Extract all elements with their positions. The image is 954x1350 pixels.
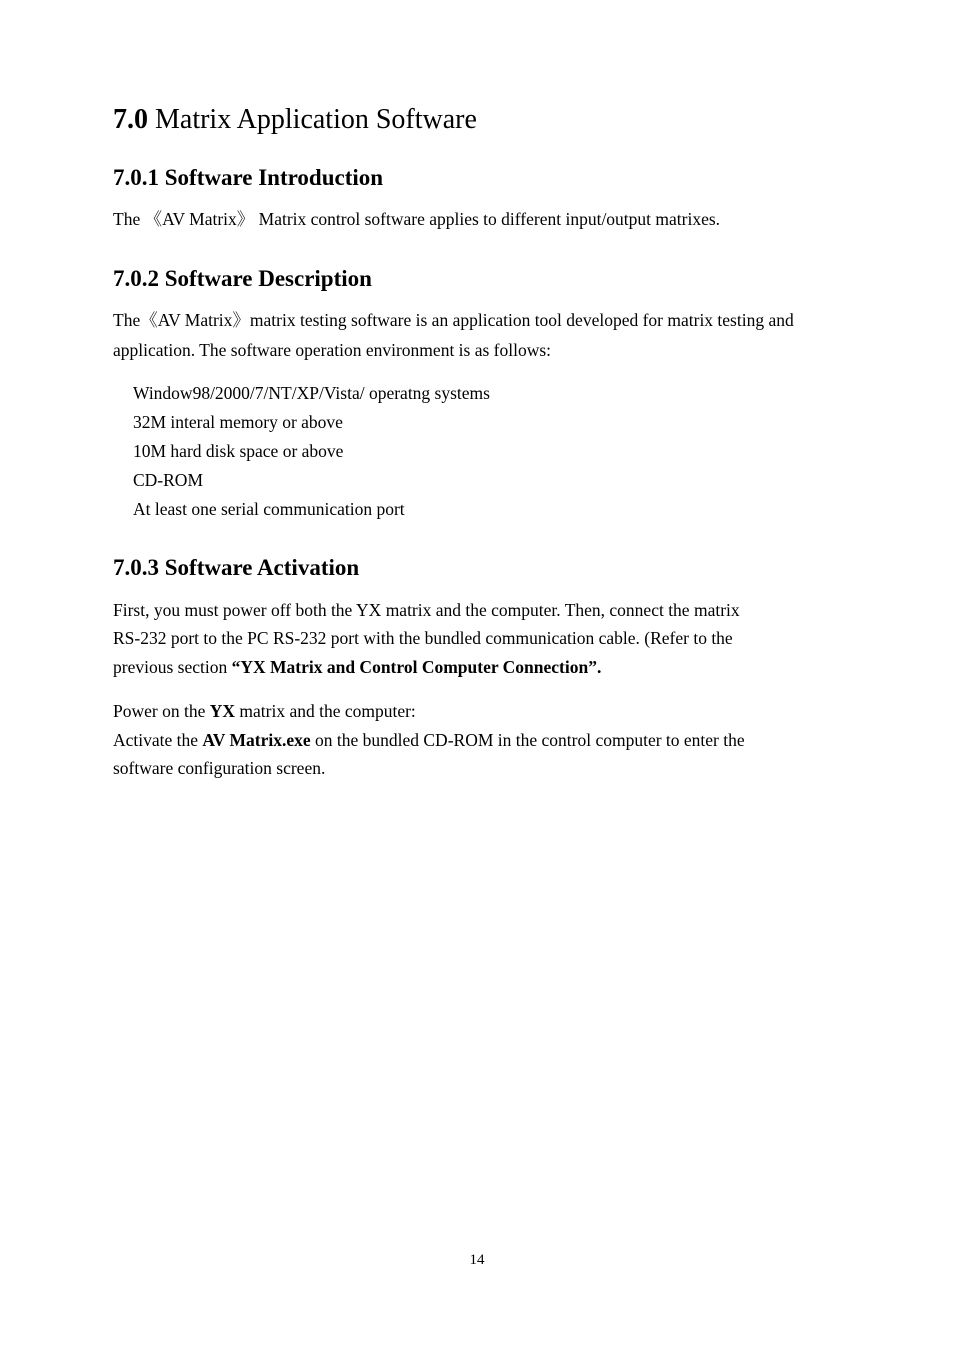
requirements-list [133, 379, 490, 524]
section-heading-intro: 7.0.1 Software Introduction [113, 165, 384, 190]
requirement-item: Window98/2000/7/NT/XP/Vista/ operatng systems [133, 383, 490, 403]
requirement-item: 32M interal memory or above [133, 412, 343, 432]
power-on-line [113, 697, 416, 726]
chapter-number: 7.0 [113, 104, 148, 135]
power-on-suffix: matrix and the computer: [235, 701, 416, 721]
activation-line-3-prefix: previous section [113, 657, 232, 677]
activation-line-2: RS-232 port to the PC RS-232 port with the bundled communication cable. (Refer to the [113, 628, 733, 648]
section-heading-description: 7.0.2 Software Description [113, 266, 372, 291]
activate-suffix: on the bundled CD-ROM in the control computer to enter the [310, 730, 745, 750]
description-line-2: application. The software operation environment is as follows: [113, 340, 552, 360]
activate-prefix: Activate the [113, 730, 203, 750]
connection-section-reference: “YX Matrix and Control Computer Connection”. [231, 657, 602, 677]
requirement-item: CD-ROM [133, 470, 204, 490]
activate-line [113, 726, 745, 755]
power-on-bold: YX [209, 701, 236, 721]
requirement-item: 10M hard disk space or above [133, 441, 344, 461]
activation-line-3 [113, 653, 601, 682]
activation-line-1: First, you must power off both the YX matrix and the computer. Then, connect the matrix [113, 600, 740, 620]
chapter-title-text: Matrix Application Software [148, 104, 477, 135]
power-on-prefix: Power on the [113, 701, 210, 721]
requirement-item: At least one serial communication port [133, 499, 405, 519]
intro-paragraph: The 《AV Matrix》 Matrix control software applies to different input/output matrixes. [113, 209, 721, 229]
section-heading-activation: 7.0.3 Software Activation [113, 555, 360, 580]
description-line-1: The《AV Matrix》matrix testing software is an application tool developed for matrix testing and [113, 310, 794, 330]
chapter-title [113, 100, 477, 140]
executable-name: AV Matrix.exe [202, 730, 311, 750]
activate-line-2: software configuration screen. [113, 758, 326, 778]
page-number: 14 [469, 1252, 485, 1268]
